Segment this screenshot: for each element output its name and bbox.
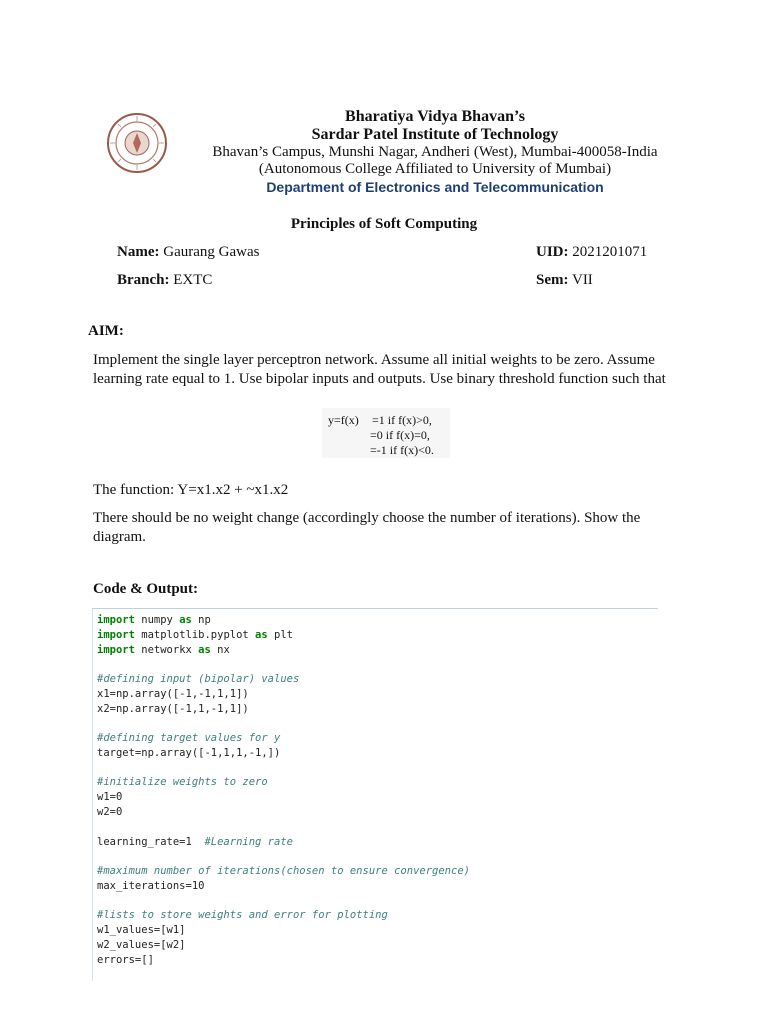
code-cell [92,608,658,981]
code-line [97,613,211,627]
formula-line-1: =1 if f(x)>0, [372,413,432,427]
keyword: as [179,614,192,626]
branch-label: Branch: [117,272,170,288]
learning-rate-assign: learning_rate=1 [97,836,205,848]
uid-label: UID: [536,244,569,260]
code-comment: #Learning rate [204,836,293,848]
name-label: Name: [117,244,160,260]
threshold-formula-image [322,408,450,458]
code-line: max_iterations=10 [97,880,205,892]
sem-value: VII [571,272,593,288]
student-uid [536,244,647,261]
header-trust: Bharatiya Vidya Bhavan’s [345,108,525,125]
course-title: Principles of Soft Computing [290,216,478,232]
aim-heading: AIM: [88,323,124,339]
code-line: errors=[] [97,954,154,966]
code-line [97,628,293,642]
module: networkx [134,644,199,656]
code-line: w1_values=[w1] [97,924,186,936]
code-line: w2_values=[w2] [97,939,186,951]
keyword: as [198,644,211,656]
keyword: as [255,629,268,641]
code-comment: #lists to store weights and error for plotting [97,909,388,921]
code-comment: #defining target values for y [97,732,281,744]
formula-line-2: =0 if f(x)=0, [370,428,430,442]
header-institute: Sardar Patel Institute of Technology [311,126,559,143]
name-value: Gaurang Gawas [163,244,260,260]
code-line: x2=np.array([-1,1,-1,1]) [97,703,249,715]
header-address: Bhavan’s Campus, Munshi Nagar, Andheri (West), Mumbai-400058-India [212,144,658,160]
header-affiliation: (Autonomous College Affiliated to University of Mumbai) [258,161,612,177]
formula-lhs: y=f(x) [328,413,359,427]
college-seal-icon [106,112,168,174]
branch-value: EXTC [173,272,213,288]
keyword: import [97,614,135,626]
code-line [97,835,293,849]
alias: nx [210,644,230,656]
code-line: w2=0 [97,806,123,818]
aim-text: Implement the single layer perceptron network. Assume all initial weights to be zero. Assume learning rate equal to 1. Use bipolar inputs and outputs. Use binary threshold function such that [93,352,666,387]
module: matplotlib.pyplot [134,629,256,641]
code-line: x1=np.array([-1,-1,1,1]) [97,688,249,700]
code-comment: #defining input (bipolar) values [97,673,300,685]
code-output-heading: Code & Output: [93,581,199,597]
keyword: import [97,629,135,641]
uid-value: 2021201071 [572,244,648,260]
code-comment: #initialize weights to zero [97,776,268,788]
module: numpy [134,614,180,626]
student-name [117,244,259,261]
student-branch [117,272,212,289]
code-line [97,643,230,657]
alias: np [191,614,211,626]
code-line: w1=0 [97,791,123,803]
no-weight-change-text: There should be no weight change (accordingly choose the number of iterations). Show the diagram. [93,510,641,545]
formula-line-3: =-1 if f(x)<0. [370,443,434,457]
student-sem [536,272,593,289]
alias: plt [267,629,293,641]
function-text: The function: Y=x1.x2 + ~x1.x2 [93,482,289,498]
code-comment: #maximum number of iterations(chosen to ensure convergence) [97,865,470,877]
code-line: target=np.array([-1,1,1,-1,]) [97,747,281,759]
keyword: import [97,644,135,656]
header-department: Department of Electronics and Telecommunication [266,179,604,195]
sem-label: Sem: [536,272,569,288]
